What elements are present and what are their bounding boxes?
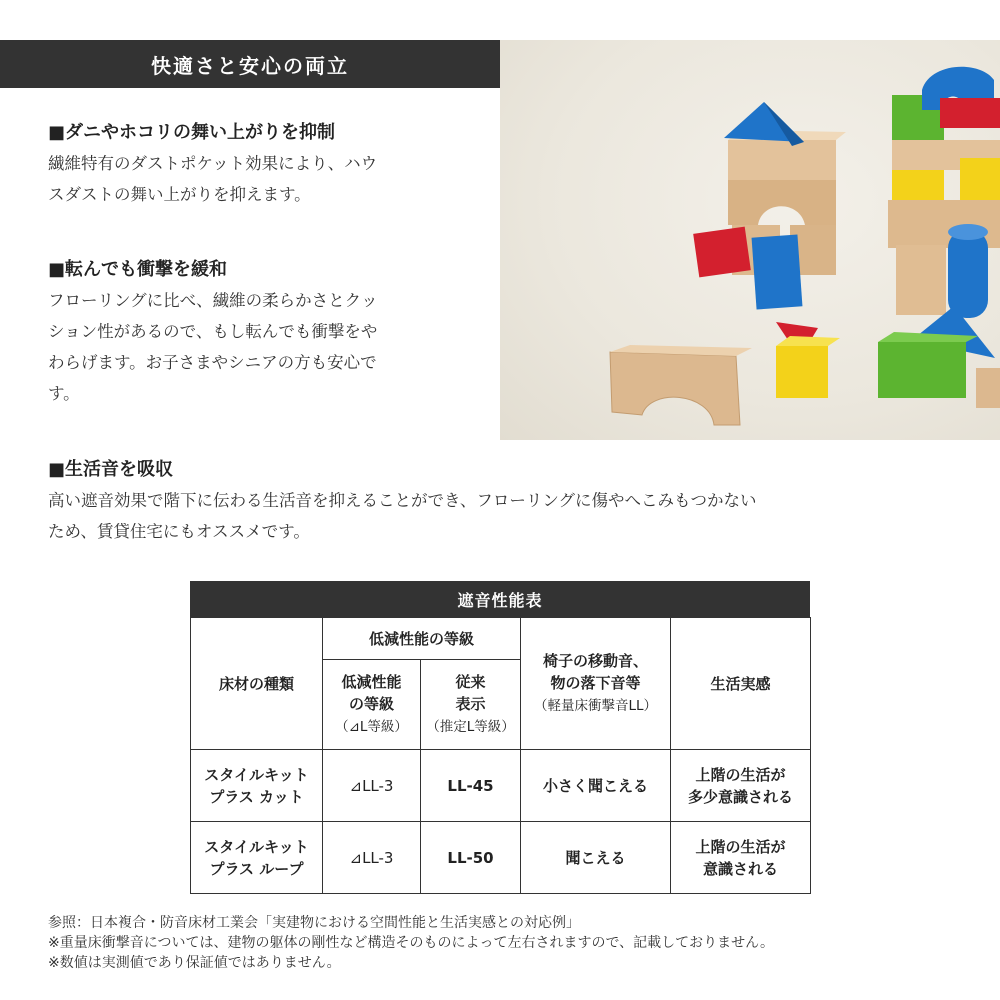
row-life-feel: 上階の生活が 多少意識される xyxy=(671,750,811,822)
header-floor-type: 床材の種類 xyxy=(191,618,323,750)
row-delta-ll: ⊿LL-3 xyxy=(323,822,421,894)
footnote-reference: 参照：日本複合・防音床材工業会「実建物における空間性能と生活実感との対応例」 xyxy=(48,915,580,931)
footnote-measured: ※数値は実測値であり保証値ではありません。 xyxy=(48,955,341,971)
section-body: フローリングに比べ、繊維の柔らかさとクッ ション性があるので、もし転んでも衝撃をや わらげます。お子さまやシニアの方も安心で す。 xyxy=(48,291,378,403)
section-body: 高い遮音効果で階下に伝わる生活音を抑えることができ、フローリングに傷やへこみもつかない ため、賃貸住宅にもオススメです。 xyxy=(48,491,757,541)
red-block xyxy=(940,98,1000,128)
sound-performance-table xyxy=(190,581,810,894)
footnote-heavy-impact: ※重量床衝撃音については、建物の躯体の剛性など構造そのものによって左右されますので、記載しておりません。 xyxy=(48,935,775,951)
banner-title: 快適さと安心の両立 xyxy=(151,53,349,78)
row-floor-name: スタイルキット プラス カット xyxy=(191,750,323,822)
table-title: 遮音性能表 xyxy=(190,581,810,617)
toy-blocks-illustration xyxy=(500,40,1000,440)
section-banner xyxy=(0,40,500,88)
table-row xyxy=(191,822,811,894)
footnotes xyxy=(48,913,774,973)
header-conventional: 従来 表示 （推定L等級） xyxy=(421,660,521,750)
yellow-cube-block xyxy=(776,346,828,398)
row-delta-ll: ⊿LL-3 xyxy=(323,750,421,822)
row-sound: 小さく聞こえる xyxy=(521,750,671,822)
blue-cylinder-block xyxy=(948,230,988,318)
row-ll: LL-50 xyxy=(421,822,521,894)
header-life-feel: 生活実感 xyxy=(671,618,811,750)
wood-block xyxy=(728,140,836,180)
section-body: 繊維特有のダストポケット効果により、ハウ スダストの舞い上がりを抑えます。 xyxy=(48,154,378,204)
section-heading: ■ダニやホコリの舞い上がりを抑制 xyxy=(48,122,336,143)
red-block xyxy=(693,227,751,278)
wood-arch-block xyxy=(610,352,740,425)
section-impact xyxy=(48,255,468,409)
row-life-feel: 上階の生活が 意識される xyxy=(671,822,811,894)
header-impact-sound: 椅子の移動音、 物の落下音等 （軽量床衝撃音LL） xyxy=(521,618,671,750)
toy-blocks-photo xyxy=(500,40,1000,440)
table-grid xyxy=(190,617,811,894)
wood-block xyxy=(976,368,1000,408)
green-block xyxy=(878,342,966,398)
section-heading: ■転んでも衝撃を緩和 xyxy=(48,259,228,280)
table-row xyxy=(191,750,811,822)
section-dust xyxy=(48,118,468,210)
row-sound: 聞こえる xyxy=(521,822,671,894)
wood-block xyxy=(896,245,946,315)
row-ll: LL-45 xyxy=(421,750,521,822)
row-floor-name: スタイルキット プラス ループ xyxy=(191,822,323,894)
wood-arch-block xyxy=(728,180,836,225)
section-sound xyxy=(48,455,968,547)
section-heading: ■生活音を吸収 xyxy=(48,459,174,480)
blue-block xyxy=(752,234,803,309)
header-reduction-level: 低減性能 の等級 （⊿L等級） xyxy=(323,660,421,750)
header-reduction-group: 低減性能の等級 xyxy=(323,618,521,660)
